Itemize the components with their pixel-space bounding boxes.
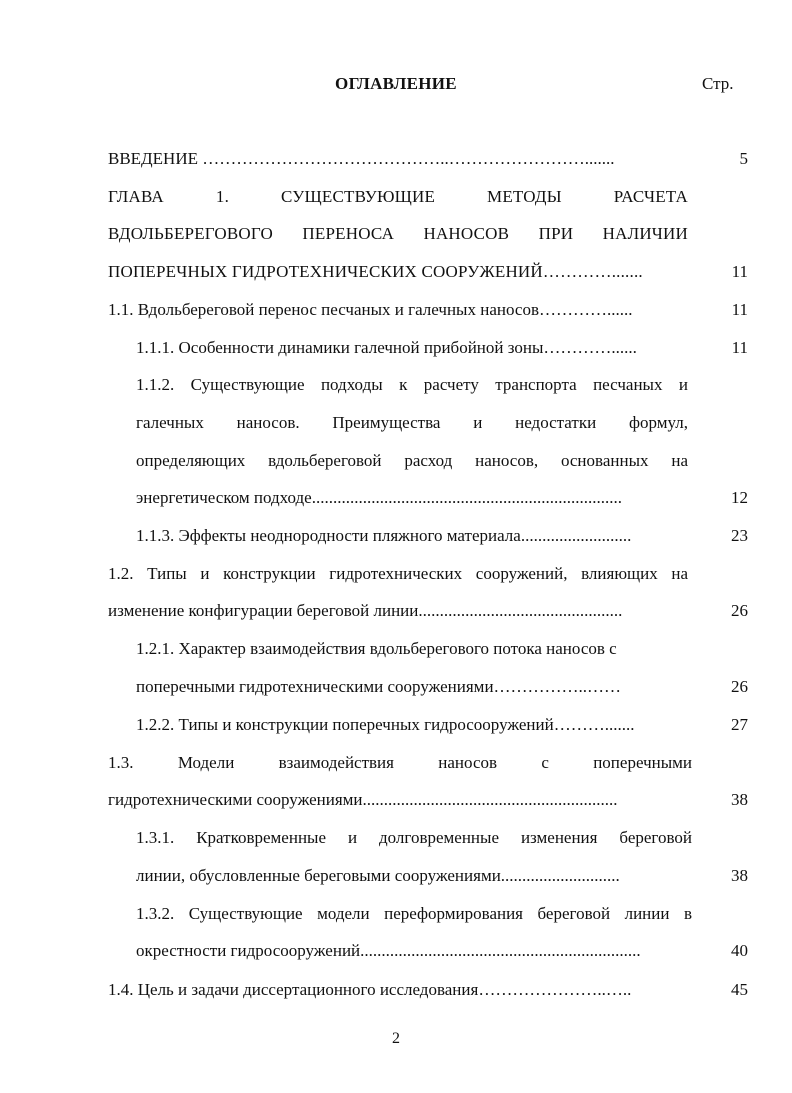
toc-page-1-3-2: 40 (731, 941, 748, 960)
toc-chapter-1-line-3[interactable]: ПОПЕРЕЧНЫХ ГИДРОТЕХНИЧЕСКИХ СООРУЖЕНИЙ…………....... (108, 262, 643, 281)
toc-entry-1-3-line-1[interactable]: 1.3. Модели взаимодействия наносов с поперечными (108, 753, 692, 772)
toc-entry-1-1-2-line-3[interactable]: определяющих вдольбереговой расход наносов, основанных на (136, 451, 688, 470)
toc-entry-1-2-1-line-1[interactable]: 1.2.1. Характер взаимодействия вдольберегового потока наносов с (136, 639, 617, 658)
page-number: 2 (392, 1030, 400, 1047)
toc-page-1-2-2: 27 (731, 715, 748, 734)
toc-page-1-1: 11 (731, 300, 748, 319)
toc-entry-1-1-2-line-1[interactable]: 1.1.2. Существующие подходы к расчету транспорта песчаных и (136, 375, 688, 394)
toc-entry-1-3-2-line-1[interactable]: 1.3.2. Существующие модели переформирования береговой линии в (136, 904, 692, 923)
toc-page-1-3: 38 (731, 790, 748, 809)
toc-entry-1-2-1-line-2[interactable]: поперечными гидротехническими сооружениями……………..…… (136, 677, 622, 696)
toc-chapter-1-line-1[interactable]: ГЛАВА 1. СУЩЕСТВУЮЩИЕ МЕТОДЫ РАСЧЕТА (108, 187, 688, 206)
toc-entry-1-1-2-line-2[interactable]: галечных наносов. Преимущества и недостатки формул, (136, 413, 688, 432)
toc-page-1-2-1: 26 (731, 677, 748, 696)
toc-entry-1-2-line-1[interactable]: 1.2. Типы и конструкции гидротехнических сооружений, влияющих на (108, 564, 688, 583)
toc-entry-1-1[interactable]: 1.1. Вдольбереговой перенос песчаных и галечных наносов…………...... (108, 300, 633, 319)
toc-page-1-1-2: 12 (731, 488, 748, 507)
toc-page-1-3-1: 38 (731, 866, 748, 885)
toc-page-1-4: 45 (731, 980, 748, 999)
toc-entry-1-3-2-line-2[interactable]: окрестности гидросооружений.................................................................. (136, 941, 641, 960)
toc-entry-1-1-3[interactable]: 1.1.3. Эффекты неоднородности пляжного материала.......................... (136, 526, 632, 545)
toc-page-1-2: 26 (731, 601, 748, 620)
page-title: ОГЛАВЛЕНИЕ (335, 74, 457, 93)
toc-entry-1-2-2[interactable]: 1.2.2. Типы и конструкции поперечных гидросооружений………....... (136, 715, 635, 734)
toc-entry-1-1-1[interactable]: 1.1.1. Особенности динамики галечной прибойной зоны…………...... (136, 338, 637, 357)
toc-entry-1-4[interactable]: 1.4. Цель и задачи диссертационного исследования…………………..….. (108, 980, 632, 999)
toc-entry-1-1-2-line-4[interactable]: энергетическом подходе......................................................................... (136, 488, 622, 507)
toc-chapter-1-line-2[interactable]: ВДОЛЬБЕРЕГОВОГО ПЕРЕНОСА НАНОСОВ ПРИ НАЛИЧИИ (108, 224, 688, 243)
toc-page-1-1-1: 11 (731, 338, 748, 357)
toc-entry-1-3-1-line-1[interactable]: 1.3.1. Кратковременные и долговременные изменения береговой (136, 828, 692, 847)
toc-page-intro: 5 (739, 149, 748, 168)
toc-page-chapter-1: 11 (731, 262, 748, 281)
toc-entry-1-3-line-2[interactable]: гидротехническими сооружениями............................................................ (108, 790, 618, 809)
toc-entry-1-3-1-line-2[interactable]: линии, обусловленные береговыми сооружениями............................ (136, 866, 620, 885)
page-column-label: Стр. (702, 74, 734, 93)
toc-page-1-1-3: 23 (731, 526, 748, 545)
toc-entry-intro[interactable]: ВВЕДЕНИЕ ……………………………………..……………………....... (108, 149, 615, 168)
toc-entry-1-2-line-2[interactable]: изменение конфигурации береговой линии................................................ (108, 601, 623, 620)
